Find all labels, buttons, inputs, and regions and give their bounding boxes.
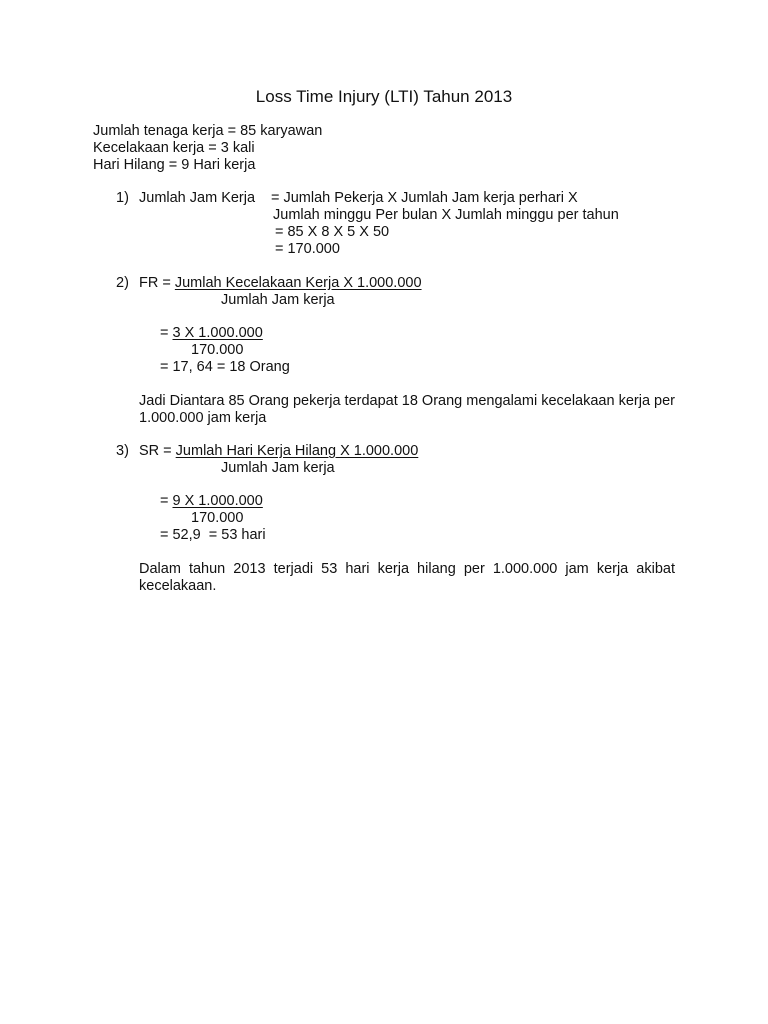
sr-calc-denominator: 170.000 (191, 510, 244, 526)
intro-block (93, 123, 322, 174)
fr-calc-denominator: 170.000 (191, 342, 244, 358)
fr-calc-numerator: 3 X 1.000.000 (172, 325, 263, 341)
fr-prefix: FR = (139, 275, 175, 291)
item-3-formula (139, 443, 418, 460)
item-2-number: 2) (116, 275, 129, 291)
intro-line-accidents: Kecelakaan kerja = 3 kali (93, 140, 255, 156)
fr-numerator: Jumlah Kecelakaan Kerja X 1.000.000 (174, 275, 422, 291)
sr-result: = 52,9 = 53 hari (160, 527, 266, 543)
item-3-number: 3) (116, 443, 129, 459)
intro-line-lost-days: Hari Hilang = 9 Hari kerja (93, 157, 256, 173)
fr-denominator: Jumlah Jam kerja (221, 292, 335, 308)
item-1-line-3: = 85 X 8 X 5 X 50 (275, 224, 390, 240)
item-1-number: 1) (116, 190, 129, 206)
fr-result: = 17, 64 = 18 Orang (160, 359, 290, 375)
sr-numerator: Jumlah Hari Kerja Hilang X 1.000.000 (175, 443, 419, 459)
intro-line-workers: Jumlah tenaga kerja = 85 karyawan (93, 123, 323, 139)
sr-conclusion: Dalam tahun 2013 terjadi 53 hari kerja hilang per 1.000.000 jam kerja akibat kecelakaan. (139, 561, 675, 594)
item-1-label: Jumlah Jam Kerja (139, 190, 256, 206)
sr-prefix: SR = (139, 443, 176, 459)
item-2-formula (139, 275, 422, 292)
fr-eq-sign: = (160, 325, 173, 341)
item-1-line-1: = Jumlah Pekerja X Jumlah Jam kerja perhari X (271, 190, 578, 206)
item-1-line-4: = 170.000 (275, 241, 340, 257)
sr-calc-numerator: 9 X 1.000.000 (172, 493, 263, 509)
sr-denominator: Jumlah Jam kerja (221, 460, 335, 476)
page-title: Loss Time Injury (LTI) Tahun 2013 (255, 87, 513, 106)
fr-conclusion: Jadi Diantara 85 Orang pekerja terdapat 18 Orang mengalami kecelakaan kerja per 1.000.000 jam kerja (139, 393, 676, 426)
sr-calculation (160, 493, 263, 510)
item-1-line-2: Jumlah minggu Per bulan X Jumlah minggu per tahun (273, 207, 619, 223)
sr-eq-sign: = (160, 493, 173, 509)
fr-calculation (160, 325, 263, 342)
